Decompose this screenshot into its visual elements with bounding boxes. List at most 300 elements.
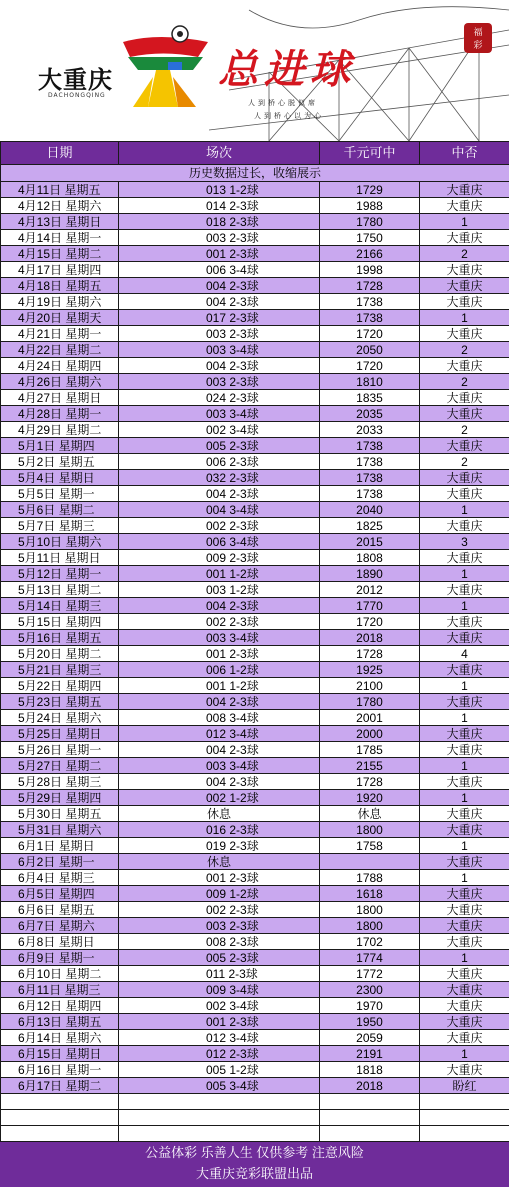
date-cell: 6月5日 星期四 — [1, 886, 119, 902]
table-row — [1, 998, 509, 1014]
match-cell: 009 1-2球 — [119, 886, 320, 902]
table-row — [1, 1046, 509, 1062]
payout-cell — [320, 854, 420, 870]
match-cell: 006 2-3球 — [119, 454, 320, 470]
match-cell: 002 3-4球 — [119, 998, 320, 1014]
result-cell: 2 — [420, 422, 509, 438]
match-cell: 002 2-3球 — [119, 902, 320, 918]
footer-line-2: 大重庆竞彩联盟出品 — [195, 1166, 313, 1181]
result-cell: 大重庆 — [420, 406, 509, 422]
match-cell: 005 3-4球 — [119, 1078, 320, 1094]
date-cell: 4月15日 星期二 — [1, 246, 119, 262]
match-cell: 001 2-3球 — [119, 1014, 320, 1030]
match-cell: 001 2-3球 — [119, 246, 320, 262]
result-cell: 大重庆 — [420, 438, 509, 454]
empty-cell — [119, 1094, 320, 1110]
payout-cell: 2059 — [320, 1030, 420, 1046]
date-cell: 4月22日 星期二 — [1, 342, 119, 358]
table-row — [1, 518, 509, 534]
payout-cell: 1729 — [320, 182, 420, 198]
column-header-date: 日期 — [1, 142, 119, 165]
payout-cell: 1774 — [320, 950, 420, 966]
match-cell: 003 3-4球 — [119, 758, 320, 774]
payout-cell: 2018 — [320, 630, 420, 646]
table-row — [1, 342, 509, 358]
payout-cell: 2155 — [320, 758, 420, 774]
date-cell: 6月7日 星期六 — [1, 918, 119, 934]
result-cell: 大重庆 — [420, 998, 509, 1014]
result-cell: 大重庆 — [420, 822, 509, 838]
result-cell: 大重庆 — [420, 390, 509, 406]
payout-cell: 1950 — [320, 1014, 420, 1030]
result-cell: 大重庆 — [420, 630, 509, 646]
result-cell: 大重庆 — [420, 294, 509, 310]
payout-cell: 2015 — [320, 534, 420, 550]
result-cell: 大重庆 — [420, 182, 509, 198]
table-row — [1, 966, 509, 982]
result-cell: 1 — [420, 950, 509, 966]
result-cell: 1 — [420, 710, 509, 726]
date-cell: 6月17日 星期二 — [1, 1078, 119, 1094]
date-cell: 6月9日 星期一 — [1, 950, 119, 966]
payout-cell: 1835 — [320, 390, 420, 406]
payout-cell: 2001 — [320, 710, 420, 726]
match-cell: 002 2-3球 — [119, 518, 320, 534]
result-cell: 1 — [420, 678, 509, 694]
match-cell: 017 2-3球 — [119, 310, 320, 326]
table-row — [1, 294, 509, 310]
blank-row — [1, 1110, 509, 1126]
date-cell: 4月21日 星期一 — [1, 326, 119, 342]
table-row — [1, 982, 509, 998]
slogan-line-1: 人到桥心脱似席 — [248, 99, 318, 107]
date-cell: 5月26日 星期一 — [1, 742, 119, 758]
payout-cell: 1925 — [320, 662, 420, 678]
date-cell: 6月1日 星期日 — [1, 838, 119, 854]
payout-cell: 1618 — [320, 886, 420, 902]
payout-cell: 2018 — [320, 1078, 420, 1094]
date-cell: 6月2日 星期一 — [1, 854, 119, 870]
table-row — [1, 454, 509, 470]
payout-cell: 1720 — [320, 358, 420, 374]
column-header-payout: 千元可中 — [320, 142, 420, 165]
empty-cell — [320, 1094, 420, 1110]
match-cell: 012 3-4球 — [119, 726, 320, 742]
match-cell: 003 2-3球 — [119, 326, 320, 342]
results-table — [0, 141, 509, 1142]
payout-cell: 2166 — [320, 246, 420, 262]
payout-cell: 2033 — [320, 422, 420, 438]
table-row — [1, 838, 509, 854]
date-cell: 5月15日 星期四 — [1, 614, 119, 630]
date-cell: 6月10日 星期二 — [1, 966, 119, 982]
table-row — [1, 230, 509, 246]
payout-cell: 1772 — [320, 966, 420, 982]
table-row — [1, 278, 509, 294]
result-cell: 1 — [420, 310, 509, 326]
table-row — [1, 726, 509, 742]
result-cell: 大重庆 — [420, 518, 509, 534]
payout-cell: 1738 — [320, 470, 420, 486]
match-cell: 休息 — [119, 854, 320, 870]
match-cell: 005 2-3球 — [119, 438, 320, 454]
result-cell: 1 — [420, 598, 509, 614]
table-row — [1, 1078, 509, 1094]
match-cell: 001 1-2球 — [119, 566, 320, 582]
table-row — [1, 710, 509, 726]
table-row — [1, 438, 509, 454]
result-cell: 大重庆 — [420, 1062, 509, 1078]
date-cell: 6月13日 星期五 — [1, 1014, 119, 1030]
date-cell: 5月14日 星期三 — [1, 598, 119, 614]
payout-cell: 2191 — [320, 1046, 420, 1062]
match-cell: 004 2-3球 — [119, 294, 320, 310]
payout-cell: 1825 — [320, 518, 420, 534]
result-cell: 大重庆 — [420, 886, 509, 902]
match-cell: 013 1-2球 — [119, 182, 320, 198]
result-cell: 大重庆 — [420, 486, 509, 502]
date-cell: 6月14日 星期六 — [1, 1030, 119, 1046]
slogan-line-2: 人到桥心以为心 — [254, 112, 324, 120]
blank-row — [1, 1126, 509, 1142]
empty-cell — [420, 1094, 509, 1110]
table-row — [1, 550, 509, 566]
result-cell: 1 — [420, 214, 509, 230]
payout-cell: 2035 — [320, 406, 420, 422]
payout-cell: 2012 — [320, 582, 420, 598]
date-cell: 6月16日 星期一 — [1, 1062, 119, 1078]
payout-cell: 1758 — [320, 838, 420, 854]
payout-cell: 1970 — [320, 998, 420, 1014]
result-cell: 大重庆 — [420, 806, 509, 822]
date-cell: 6月6日 星期五 — [1, 902, 119, 918]
result-cell: 1 — [420, 1046, 509, 1062]
date-cell: 6月8日 星期日 — [1, 934, 119, 950]
table-body — [1, 165, 509, 1142]
match-cell: 005 2-3球 — [119, 950, 320, 966]
table-note: 历史数据过长，收缩展示 — [1, 165, 509, 182]
table-row — [1, 902, 509, 918]
payout-cell: 1800 — [320, 902, 420, 918]
column-header-match: 场次 — [119, 142, 320, 165]
payout-cell: 1800 — [320, 822, 420, 838]
table-note-row — [1, 165, 509, 182]
date-cell: 5月4日 星期日 — [1, 470, 119, 486]
table-row — [1, 918, 509, 934]
date-cell: 5月5日 星期一 — [1, 486, 119, 502]
date-cell: 6月11日 星期三 — [1, 982, 119, 998]
table-row — [1, 246, 509, 262]
payout-cell: 休息 — [320, 806, 420, 822]
match-cell: 006 1-2球 — [119, 662, 320, 678]
table-row — [1, 806, 509, 822]
result-cell: 大重庆 — [420, 902, 509, 918]
date-cell: 5月16日 星期五 — [1, 630, 119, 646]
date-cell: 4月13日 星期日 — [1, 214, 119, 230]
date-cell: 5月13日 星期二 — [1, 582, 119, 598]
result-cell: 大重庆 — [420, 854, 509, 870]
match-cell: 003 3-4球 — [119, 630, 320, 646]
match-cell: 004 3-4球 — [119, 502, 320, 518]
payout-cell: 1998 — [320, 262, 420, 278]
result-cell: 大重庆 — [420, 694, 509, 710]
date-cell: 5月30日 星期五 — [1, 806, 119, 822]
payout-cell: 1810 — [320, 374, 420, 390]
payout-cell: 1800 — [320, 918, 420, 934]
date-cell: 5月2日 星期五 — [1, 454, 119, 470]
result-cell: 大重庆 — [420, 742, 509, 758]
empty-cell — [420, 1126, 509, 1142]
match-cell: 004 2-3球 — [119, 358, 320, 374]
match-cell: 011 2-3球 — [119, 966, 320, 982]
match-cell: 004 2-3球 — [119, 694, 320, 710]
match-cell: 024 2-3球 — [119, 390, 320, 406]
payout-cell: 2300 — [320, 982, 420, 998]
footer — [0, 1142, 509, 1187]
date-cell: 4月24日 星期四 — [1, 358, 119, 374]
result-cell: 1 — [420, 838, 509, 854]
date-cell: 4月12日 星期六 — [1, 198, 119, 214]
payout-cell: 2050 — [320, 342, 420, 358]
table-row — [1, 182, 509, 198]
match-cell: 003 3-4球 — [119, 342, 320, 358]
result-cell: 大重庆 — [420, 614, 509, 630]
table-row — [1, 870, 509, 886]
table-row — [1, 694, 509, 710]
table-row — [1, 822, 509, 838]
table-row — [1, 662, 509, 678]
payout-cell: 1750 — [320, 230, 420, 246]
result-cell: 大重庆 — [420, 1030, 509, 1046]
result-cell: 大重庆 — [420, 262, 509, 278]
table-row — [1, 214, 509, 230]
date-cell: 4月14日 星期一 — [1, 230, 119, 246]
result-cell: 盼红 — [420, 1078, 509, 1094]
blank-row — [1, 1094, 509, 1110]
date-cell: 6月4日 星期三 — [1, 870, 119, 886]
empty-cell — [420, 1110, 509, 1126]
payout-cell: 1988 — [320, 198, 420, 214]
table-row — [1, 1030, 509, 1046]
date-cell: 4月28日 星期一 — [1, 406, 119, 422]
header-banner — [0, 0, 509, 141]
match-cell: 004 2-3球 — [119, 774, 320, 790]
match-cell: 002 2-3球 — [119, 614, 320, 630]
match-cell: 012 3-4球 — [119, 1030, 320, 1046]
result-cell: 3 — [420, 534, 509, 550]
table-row — [1, 678, 509, 694]
result-cell: 大重庆 — [420, 918, 509, 934]
match-cell: 002 1-2球 — [119, 790, 320, 806]
match-cell: 032 2-3球 — [119, 470, 320, 486]
payout-cell: 1818 — [320, 1062, 420, 1078]
date-cell: 4月19日 星期六 — [1, 294, 119, 310]
match-cell: 003 1-2球 — [119, 582, 320, 598]
table-row — [1, 534, 509, 550]
payout-cell: 1738 — [320, 294, 420, 310]
result-cell: 1 — [420, 502, 509, 518]
match-cell: 002 3-4球 — [119, 422, 320, 438]
match-cell: 004 2-3球 — [119, 598, 320, 614]
result-cell: 2 — [420, 246, 509, 262]
result-cell: 大重庆 — [420, 550, 509, 566]
date-cell: 5月23日 星期五 — [1, 694, 119, 710]
table-row — [1, 406, 509, 422]
table-row — [1, 566, 509, 582]
match-cell: 009 2-3球 — [119, 550, 320, 566]
table-row — [1, 790, 509, 806]
match-cell: 003 2-3球 — [119, 374, 320, 390]
date-cell: 4月11日 星期五 — [1, 182, 119, 198]
result-cell: 2 — [420, 454, 509, 470]
result-cell: 1 — [420, 870, 509, 886]
date-cell: 5月12日 星期一 — [1, 566, 119, 582]
result-cell: 大重庆 — [420, 934, 509, 950]
table-row — [1, 310, 509, 326]
result-cell: 2 — [420, 342, 509, 358]
table-row — [1, 470, 509, 486]
payout-cell: 1738 — [320, 438, 420, 454]
date-cell: 5月25日 星期日 — [1, 726, 119, 742]
payout-cell: 1890 — [320, 566, 420, 582]
date-cell: 5月6日 星期二 — [1, 502, 119, 518]
match-cell: 006 3-4球 — [119, 534, 320, 550]
match-cell: 003 2-3球 — [119, 230, 320, 246]
table-row — [1, 582, 509, 598]
payout-cell: 1738 — [320, 310, 420, 326]
payout-cell: 1728 — [320, 646, 420, 662]
table-row — [1, 198, 509, 214]
table-row — [1, 358, 509, 374]
table-row — [1, 374, 509, 390]
match-cell: 004 2-3球 — [119, 278, 320, 294]
date-cell: 6月12日 星期四 — [1, 998, 119, 1014]
table-row — [1, 950, 509, 966]
svg-text:福: 福 — [473, 28, 483, 38]
date-cell: 4月29日 星期二 — [1, 422, 119, 438]
match-cell: 014 2-3球 — [119, 198, 320, 214]
payout-cell: 1920 — [320, 790, 420, 806]
date-cell: 4月20日 星期天 — [1, 310, 119, 326]
date-cell: 5月24日 星期六 — [1, 710, 119, 726]
match-cell: 006 3-4球 — [119, 262, 320, 278]
payout-cell: 1720 — [320, 614, 420, 630]
table-row — [1, 486, 509, 502]
payout-cell: 1720 — [320, 326, 420, 342]
date-cell: 5月28日 星期三 — [1, 774, 119, 790]
table-row — [1, 646, 509, 662]
table-row — [1, 1062, 509, 1078]
date-cell: 4月18日 星期五 — [1, 278, 119, 294]
table-row — [1, 886, 509, 902]
match-cell: 001 1-2球 — [119, 678, 320, 694]
result-cell: 大重庆 — [420, 982, 509, 998]
date-cell: 5月20日 星期二 — [1, 646, 119, 662]
table-row — [1, 1014, 509, 1030]
date-cell: 5月31日 星期六 — [1, 822, 119, 838]
payout-cell: 1788 — [320, 870, 420, 886]
date-cell: 5月10日 星期六 — [1, 534, 119, 550]
match-cell: 001 2-3球 — [119, 870, 320, 886]
match-cell: 012 2-3球 — [119, 1046, 320, 1062]
payout-cell: 2040 — [320, 502, 420, 518]
table-row — [1, 502, 509, 518]
date-cell: 4月26日 星期六 — [1, 374, 119, 390]
table-row — [1, 630, 509, 646]
payout-cell: 1728 — [320, 774, 420, 790]
match-cell: 003 3-4球 — [119, 406, 320, 422]
table-row — [1, 742, 509, 758]
payout-cell: 2000 — [320, 726, 420, 742]
result-cell: 大重庆 — [420, 470, 509, 486]
page-title: 总进球 — [218, 46, 356, 93]
result-cell: 大重庆 — [420, 230, 509, 246]
date-cell: 4月17日 星期四 — [1, 262, 119, 278]
match-cell: 004 2-3球 — [119, 742, 320, 758]
payout-cell: 1780 — [320, 214, 420, 230]
date-cell: 4月27日 星期日 — [1, 390, 119, 406]
result-cell: 大重庆 — [420, 1014, 509, 1030]
payout-cell: 2100 — [320, 678, 420, 694]
match-cell: 019 2-3球 — [119, 838, 320, 854]
date-cell: 5月22日 星期四 — [1, 678, 119, 694]
empty-cell — [320, 1126, 420, 1142]
match-cell: 008 2-3球 — [119, 934, 320, 950]
date-cell: 5月7日 星期三 — [1, 518, 119, 534]
table-row — [1, 390, 509, 406]
table-row — [1, 934, 509, 950]
column-header-result: 中否 — [420, 142, 509, 165]
payout-cell: 1702 — [320, 934, 420, 950]
result-cell: 大重庆 — [420, 198, 509, 214]
payout-cell: 1738 — [320, 486, 420, 502]
date-cell: 6月15日 星期日 — [1, 1046, 119, 1062]
payout-cell: 1770 — [320, 598, 420, 614]
result-cell: 1 — [420, 758, 509, 774]
result-cell: 1 — [420, 790, 509, 806]
svg-text:彩: 彩 — [473, 41, 483, 51]
brand-name: 大重庆 — [38, 65, 113, 94]
empty-cell — [1, 1110, 119, 1126]
match-cell: 018 2-3球 — [119, 214, 320, 230]
empty-cell — [1, 1094, 119, 1110]
payout-cell: 1728 — [320, 278, 420, 294]
match-cell: 016 2-3球 — [119, 822, 320, 838]
match-cell: 003 2-3球 — [119, 918, 320, 934]
date-cell: 5月21日 星期三 — [1, 662, 119, 678]
footer-line-1: 公益体彩 乐善人生 仅供参考 注意风险 — [145, 1145, 364, 1160]
payout-cell: 1738 — [320, 454, 420, 470]
table-header-row — [1, 142, 509, 165]
table-row — [1, 614, 509, 630]
result-cell: 大重庆 — [420, 662, 509, 678]
match-cell: 001 2-3球 — [119, 646, 320, 662]
payout-cell: 1780 — [320, 694, 420, 710]
result-cell: 大重庆 — [420, 774, 509, 790]
empty-cell — [1, 1126, 119, 1142]
result-cell: 大重庆 — [420, 278, 509, 294]
payout-cell: 1785 — [320, 742, 420, 758]
table-row — [1, 262, 509, 278]
date-cell: 5月11日 星期日 — [1, 550, 119, 566]
empty-cell — [119, 1126, 320, 1142]
date-cell: 5月29日 星期四 — [1, 790, 119, 806]
result-cell: 大重庆 — [420, 326, 509, 342]
table-row — [1, 774, 509, 790]
match-cell: 008 3-4球 — [119, 710, 320, 726]
empty-cell — [119, 1110, 320, 1126]
date-cell: 5月27日 星期二 — [1, 758, 119, 774]
